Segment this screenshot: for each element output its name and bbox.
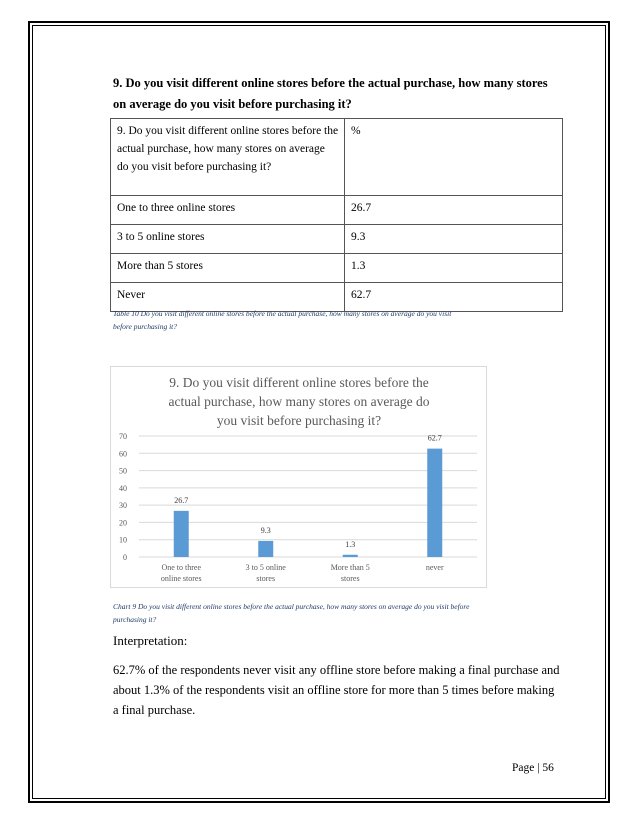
table-caption-line: before purchasing it? — [113, 322, 178, 331]
y-tick-label: 10 — [119, 535, 127, 545]
table-caption-line: Table 10 Do you visit different online stores before the actual purchase, how many stores on average do you visit — [113, 309, 452, 318]
x-tick-label: One to three — [161, 563, 202, 572]
chart-title-line: 9. Do you visit different online stores before the — [169, 375, 429, 390]
bar — [174, 511, 189, 557]
interpretation-title: Interpretation: — [113, 633, 188, 648]
data-label: 1.3 — [345, 539, 356, 549]
chart-caption — [113, 600, 568, 626]
bar-chart-svg — [111, 367, 488, 589]
y-tick-label: 0 — [123, 553, 127, 562]
chart-title-line: you visit before purchasing it? — [216, 413, 382, 428]
x-tick-label: 3 to 5 online — [245, 563, 286, 572]
table-header-row — [111, 119, 563, 196]
table-row — [111, 225, 563, 254]
interpretation-text — [113, 660, 568, 720]
question-heading-line: 9. Do you visit different online stores before the actual purchase, how many stores — [113, 76, 548, 90]
table-cell-value: 9.3 — [345, 225, 563, 254]
table-cell-option: More than 5 stores — [111, 254, 345, 283]
data-label: 26.7 — [174, 495, 189, 505]
table-cell-value: 26.7 — [345, 196, 563, 225]
table-header-question: 9. Do you visit different online stores before the actual purchase, how many stores on average do you visit before purchasing it? — [111, 119, 345, 196]
table-caption — [113, 307, 568, 333]
table-cell-option: One to three online stores — [111, 196, 345, 225]
table-cell-value: 1.3 — [345, 254, 563, 283]
y-tick-label: 60 — [119, 449, 127, 459]
interpretation-line: about 1.3% of the respondents visit an offline store for more than 5 times before making — [113, 683, 555, 697]
x-tick-label: never — [425, 563, 444, 572]
y-tick-label: 40 — [119, 483, 127, 493]
chart-caption-line: Chart 9 Do you visit different online stores before the actual purchase, how many stores on average do you visit before — [113, 602, 470, 611]
question-heading-line: on average do you visit before purchasing it? — [113, 97, 352, 111]
y-tick-label: 30 — [119, 501, 127, 511]
y-tick-label: 20 — [119, 518, 127, 528]
table-row — [111, 254, 563, 283]
table-cell-option: 3 to 5 online stores — [111, 225, 345, 254]
table-cell-value: 62.7 — [345, 283, 563, 312]
y-tick-label: 50 — [119, 466, 127, 476]
chart-caption-line: purchasing it? — [113, 615, 157, 624]
x-tick-label: More than 5 — [330, 563, 370, 572]
question-heading — [113, 73, 563, 115]
bar — [343, 555, 358, 557]
x-tick-label: stores — [256, 574, 276, 583]
page-number: Page | 56 — [512, 762, 554, 774]
data-label: 62.7 — [427, 433, 442, 443]
table-row — [111, 196, 563, 225]
y-tick-label: 70 — [119, 432, 127, 441]
table-header-percent: % — [345, 119, 563, 196]
bar — [258, 541, 273, 557]
chart-title-line: actual purchase, how many stores on average do — [168, 394, 430, 409]
x-tick-label: online stores — [160, 574, 202, 583]
results-table — [110, 118, 563, 312]
table-cell-option: Never — [111, 283, 345, 312]
data-label: 9.3 — [260, 525, 271, 535]
bar-chart — [110, 366, 487, 588]
bar — [427, 449, 442, 557]
interpretation-line: 62.7% of the respondents never visit any offline store before making a final purchase and — [113, 663, 560, 677]
interpretation-line: a final purchase. — [113, 703, 196, 717]
x-tick-label: stores — [340, 574, 360, 583]
